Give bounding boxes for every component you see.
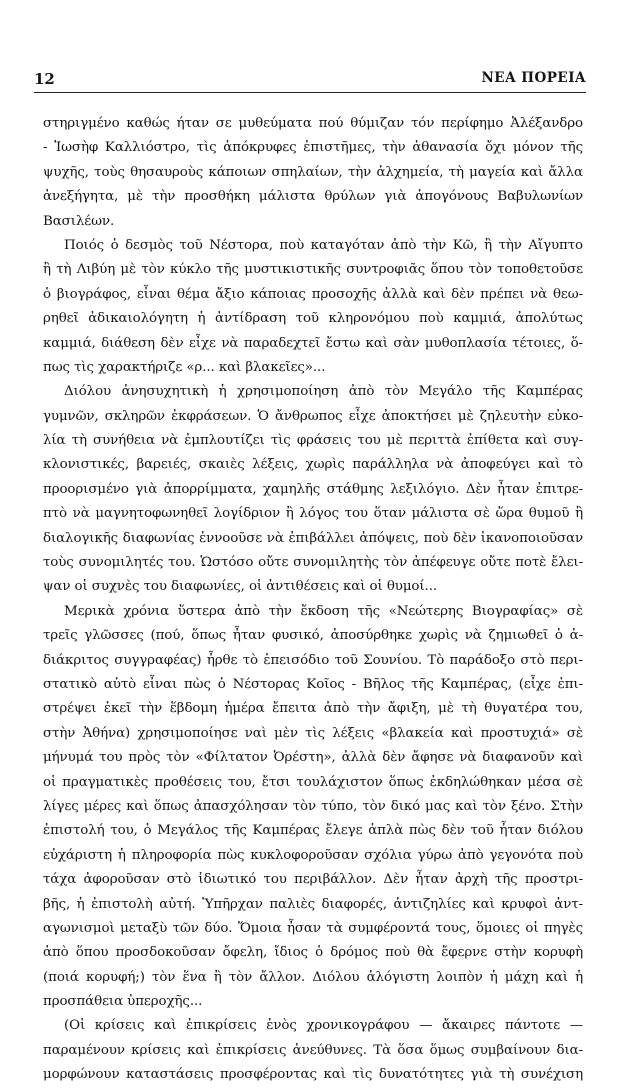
text-line: (Οἱ κρίσεις καὶ ἐπικρίσεις ἑνὸς χρονικογράφου — ἄκαιρες πάντοτε — xyxy=(64,1018,583,1034)
text-line: τάχα ἀφοροῦσαν στὸ ἰδιωτικό του περιβάλλον. Δὲν ἦταν ἀρχὴ τῆς προστρι- xyxy=(43,872,583,888)
text-line: Βασιλέων. xyxy=(43,213,115,229)
text-line: μορφώνουν καταστάσεις προσφέροντας καὶ τὶς δυνατότητες γιὰ τὴ συνέχιση xyxy=(43,1067,583,1083)
page-header xyxy=(34,70,586,88)
text-line: μήνυμά του πρὸς τὸν «Φίλτατον Ὀρέστη», ἀλλὰ δὲν ἄφησε νὰ διαφανοῦν καὶ xyxy=(43,750,583,766)
journal-title: ΝΕΑ ΠΟΡΕΙΑ xyxy=(481,70,586,86)
text-line: - Ἰωσὴφ Καλλιόστρο, τὶς ἀπόκρυφες ἐπιστῆμες, τὴν ἀθανασία ὄχι μόνον τῆς xyxy=(43,140,583,156)
text-line: παραμένουν κρίσεις καὶ ἐπικρίσεις ἀνεύθυνες. Τὰ ὅσα ὅμως συμβαίνουν δια- xyxy=(43,1042,583,1058)
text-line: οἱ πραγματικὲς προθέσεις του, ἔτσι τουλάχιστον ὅπως ἐκδηλώθηκαν μέσα σὲ xyxy=(43,774,583,790)
text-line: βῆς, ἡ ἐπιστολὴ αὐτή. Ὑπῆρχαν παλιὲς διαφορές, ἀντιζηλίες καὶ κρυφοὶ ἀντ- xyxy=(43,896,583,912)
header-rule xyxy=(34,92,586,93)
text-line: καμμιά, διάθεση δὲν εἶχε νὰ παραδεχτεῖ ἔστω καὶ σὰν μυθοπλασία τέτοιες, ὅ- xyxy=(43,335,583,351)
text-line: ἐπιστολή του, ὁ Μεγάλος τῆς Καμπέρας ἔλεγε ἁπλὰ πὼς δὲν τοῦ ἦταν διόλου xyxy=(43,823,583,839)
text-line: στρέψει ἐκεῖ τὴν ἕβδομη ἡμέρα ἔπειτα ἀπὸ τὴν ἄφιξη, μὲ τὴ θυγατέρα του, xyxy=(43,701,583,717)
text-line: λίγες μέρες καὶ ὅπως ἀπασχόλησαν τὸν τύπο, τὸν δικό μας καὶ τὸν ξένο. Στὴν xyxy=(43,798,583,814)
text-line: προσπάθεια ὑπεροχῆς... xyxy=(43,994,203,1010)
text-line: ἀπὸ ὅπου προσδοκοῦσαν ὄφελη, ἴδιος ὁ δρόμος ποὺ θὰ ἔφερνε στὴν κορυφὴ xyxy=(43,945,583,961)
text-line: πως τὶς χαρακτήριζε «ρ... καὶ βλακεῖες»... xyxy=(43,359,326,375)
text-line: Διόλου ἀνησυχητικὴ ἡ χρησιμοποίηση ἀπὸ τὸν Μεγάλο τῆς Καμπέρας xyxy=(64,384,583,400)
text-line: Ποιός ὁ δεσμὸς τοῦ Νέστορα, ποὺ καταγόταν ἀπὸ τὴν Κῶ, ἢ τὴν Αἴγυπτο xyxy=(64,237,583,253)
text-line: διάκριτος συγγραφέας) ἦρθε τὸ ἐπεισόδιο τοῦ Σουνίου. Τὸ παράδοξο στὸ περι- xyxy=(43,652,583,668)
page-number: 12 xyxy=(34,70,55,88)
text-line: (ποιά κορυφή;) τὸν ἕνα ἢ τὸν ἄλλον. Διόλου ἀλόγιστη λοιπὸν ἡ μάχη καὶ ἡ xyxy=(43,969,583,985)
text-line: γυμνῶν, σκληρῶν ἐκφράσεων. Ὁ ἄνθρωπος εἶχε ἀποκτήσει μὲ ζηλευτὴν εὐκο- xyxy=(43,408,583,424)
text-line: προορισμένο γιὰ ἀπορρίμματα, χαμηλῆς στάθμης λεξιλόγιο. Δὲν ἦταν ἐπιτρε- xyxy=(43,481,583,497)
text-line: ρηθεῖ ἀδικαιολόγητη ἡ ἀντίδραση τοῦ κληρονόμου ποὺ καμμιά, ἀπολύτως xyxy=(43,311,583,327)
text-line: λία τὴ συνήθεια νὰ ἐμπλουτίζει τὶς φράσεις του μὲ περιττὰ ἐπίθετα καὶ συγ- xyxy=(43,433,583,449)
text-line: τοὺς συνομιλητές του. Ὡστόσο οὔτε συνομιλητὴς τὸν ἀπέφευγε οὔτε ποτὲ ἔλει- xyxy=(43,555,583,571)
text-line: κλονιστικές, βαρειές, σκαιὲς λέξεις, χωρὶς παράλληλα νὰ ἀποφεύγει καὶ τὸ xyxy=(43,457,583,473)
text-line: ψαν οἱ συχνὲς του διαφωνίες, οἱ ἀντιθέσεις καὶ οἱ θυμοί... xyxy=(43,579,438,595)
text-line: διαλογικῆς διαφωνίας ἐννοοῦσε νὰ ἐπιβάλλει ἀπόψεις, ποὺ δὲν ἱκανοποιοῦσαν xyxy=(43,530,583,546)
text-line: ὁ βιογράφος, εἶναι θέμα ἄξιο κάποιας προσοχῆς ἀλλὰ καὶ δὲν πρέπει νὰ θεω- xyxy=(43,286,583,302)
text-line: στηριγμένο καθώς ήταν σε μυθεύματα πού θύμιζαν τόν περίφημο Ἀλέξανδρο xyxy=(43,116,583,131)
text-line: Μερικὰ χρόνια ὕστερα ἀπὸ τὴν ἔκδοση τῆς «Νεώτερης Βιογραφίας» σὲ xyxy=(64,603,583,619)
text-line: πτὸ νὰ μαγνητοφωνηθεῖ λογίδριον ἢ λόγος του ὅταν μάλιστα σὲ ὥρα θυμοῦ ἢ xyxy=(43,506,583,522)
text-line: τρεῖς γλῶσσες (πού, ὅπως ἦταν φυσικό, ἀποσύρθηκε χωρὶς νὰ ζημιωθεῖ ὁ ἀ- xyxy=(43,628,583,644)
text-line: ἀνεξήγητα, μὲ τὴν προσθήκη μάλιστα θρύλων γιὰ ἀπογόνους Βαβυλωνίων xyxy=(43,189,583,205)
text-line: ψυχῆς, τοὺς θησαυροὺς κάποιων σπηλαίων, τὴν ἀλχημεία, τὴ μαγεία καὶ ἄλλα xyxy=(43,164,583,180)
text-line: στὴν Ἀθήνα) χρησιμοποίησε ναὶ μὲν τὶς λέξεις «βλακεία καὶ προστυχιά» σὲ xyxy=(43,725,583,741)
text-line: ἢ τὴ Λιβύη μὲ τὸν κύκλο τῆς μυστικιστικῆς συντροφιᾶς ὅπου τὸν τοποθετοῦσε xyxy=(43,262,583,278)
article-body xyxy=(43,112,583,1088)
text-line: εὐχάριστη ἡ πληροφορία πὼς κυκλοφοροῦσαν σχόλια γύρω ἀπὸ γεγονότα ποὺ xyxy=(43,847,583,863)
text-line: στατικὸ αὐτὸ εἶναι πὼς ὁ Νέστορας Κοῖος - Βῆλος τῆς Καμπέρας, (εἶχε ἐπι- xyxy=(43,676,583,692)
text-line: αγωνισμοὶ μεταξὺ τῶν δύο. Ὅμοια ἦσαν τὰ συμφέροντά τους, ὅμοιες οἱ πηγὲς xyxy=(43,920,583,936)
